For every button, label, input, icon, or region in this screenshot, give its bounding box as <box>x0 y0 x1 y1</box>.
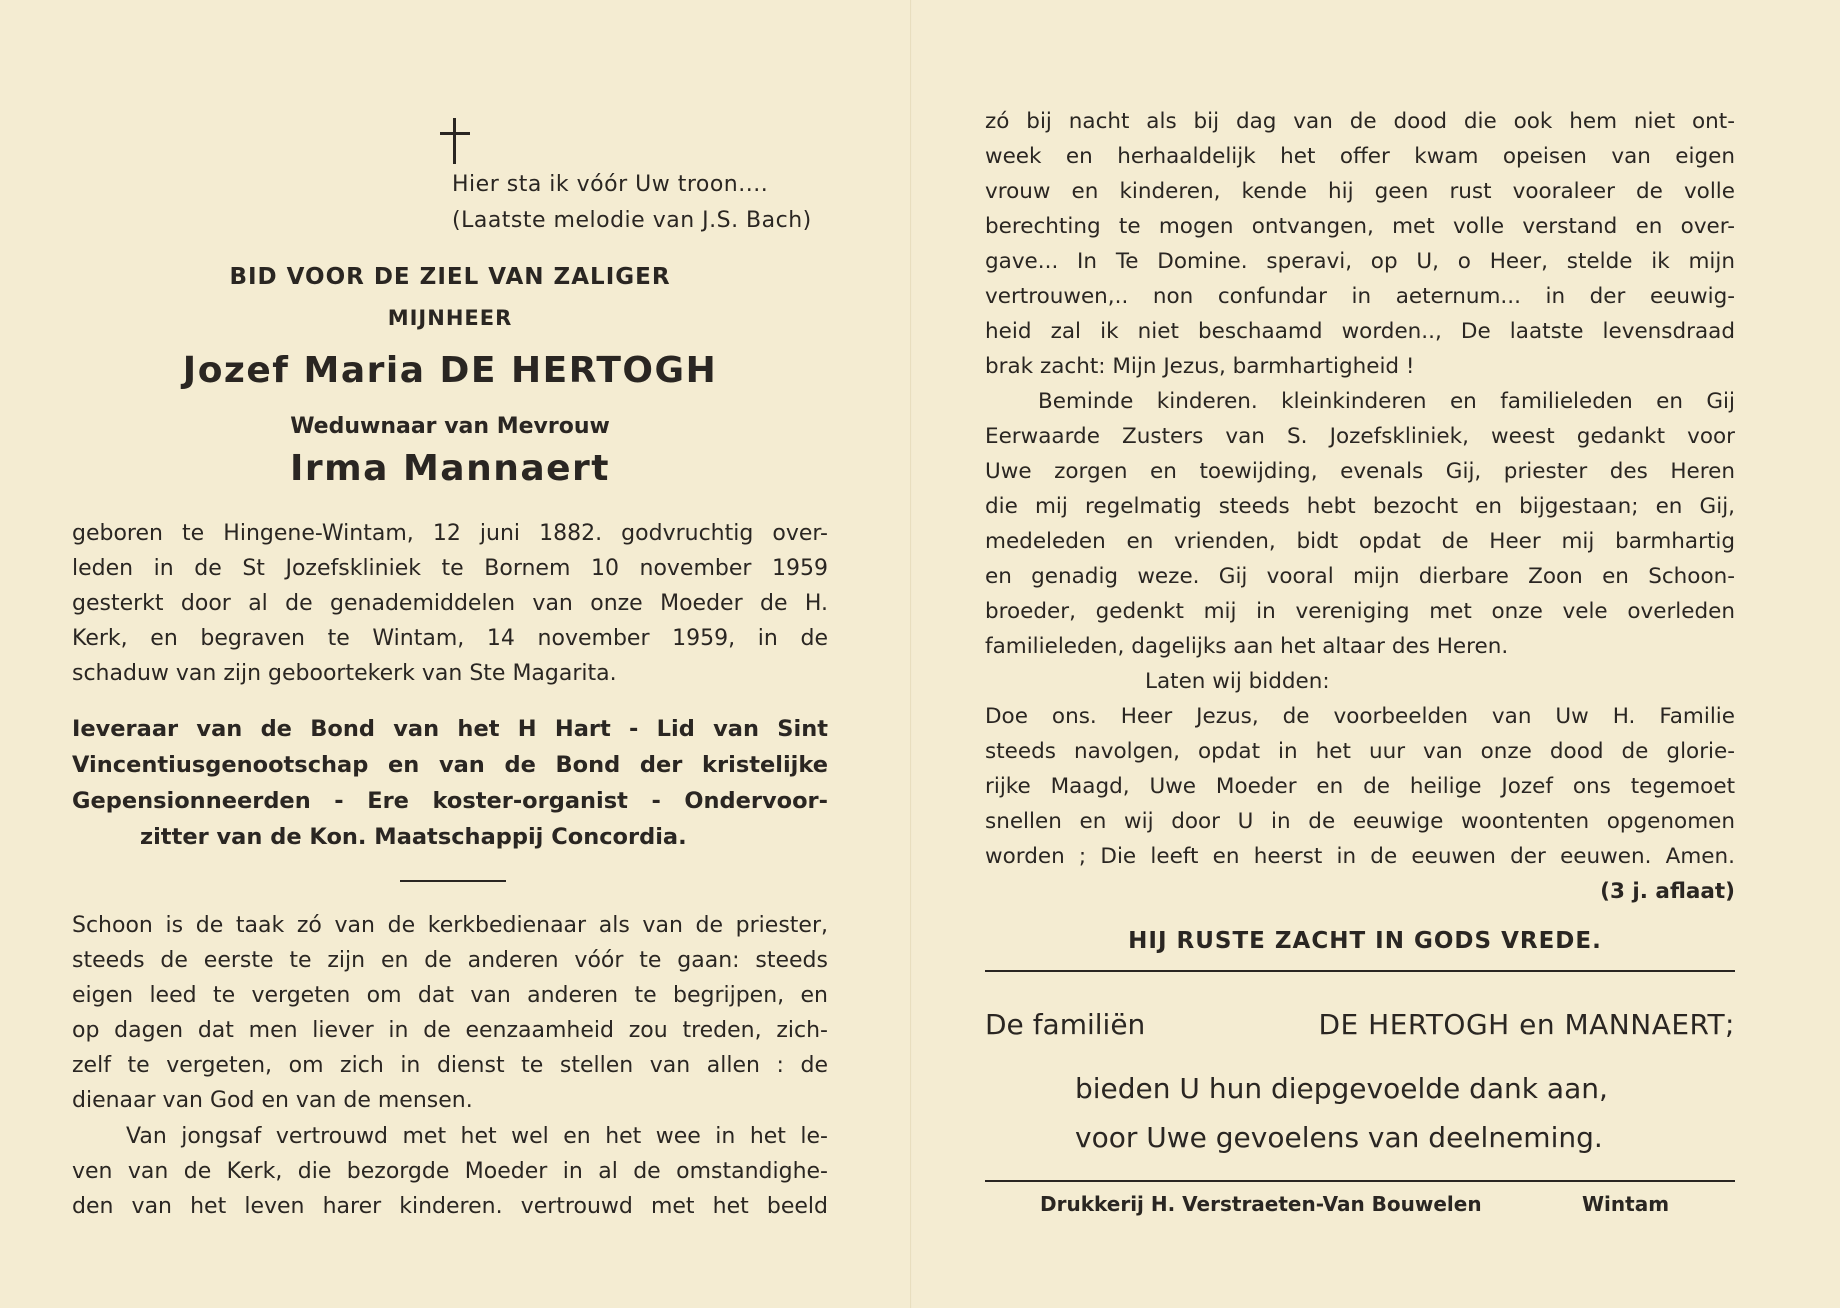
text-line: worden ; Die leeft en heerst in de eeuwen der eeuwen. Amen. <box>985 844 1735 869</box>
text-line: Eerwaarde Zusters van S. Jozefskliniek, weest gedankt voor <box>985 424 1735 449</box>
text-line: rijke Maagd, Uwe Moeder en de heilige Jozef ons tegemoet <box>985 774 1735 799</box>
left-panel <box>70 0 830 1308</box>
text-line: zó bij nacht als bij dag van de dood die ook hem niet ont- <box>985 109 1735 134</box>
spouse-name: Irma Mannaert <box>289 448 611 489</box>
right-panel <box>985 0 1735 1308</box>
bio-line: Kerk, en begraven te Wintam, 14 november 1959, in de <box>72 626 828 651</box>
text-line: die mij regelmatig steeds hebt bezocht en bijgestaan; en Gij, <box>985 494 1735 519</box>
text-line: berechting te mogen ontvangen, met volle verstand en over- <box>985 214 1735 239</box>
quote-line-1: Hier sta ik vóór Uw troon.... <box>452 172 769 197</box>
family-label: De familiën <box>985 1008 1146 1041</box>
roles-line: zitter van de Kon. Maatschappij Concordia. <box>140 824 687 850</box>
text-line: steeds navolgen, opdat in het uur van onze dood de glorie- <box>985 739 1735 764</box>
family-names: DE HERTOGH en MANNAERT; <box>1318 1008 1735 1041</box>
quote-line-2: (Laatste melodie van J.S. Bach) <box>452 208 812 233</box>
rest-in-peace-line: HIJ RUSTE ZACHT IN GODS VREDE. <box>1128 928 1602 954</box>
text-line: op dagen dat men liever in de eenzaamheid zou treden, zich- <box>72 1018 828 1043</box>
cross-icon <box>435 118 475 164</box>
text-line: Uwe zorgen en toewijding, evenals Gij, priester des Heren <box>985 459 1735 484</box>
text-line: Van jongsaf vertrouwd met het wel en het wee in het le- <box>126 1124 828 1149</box>
bio-line: gesterkt door al de genademiddelen van onze Moeder de H. <box>72 591 828 616</box>
text-line: Schoon is de taak zó van de kerkbedienaar als van de priester, <box>72 913 828 938</box>
printer-name: Drukkerij H. Verstraeten-Van Bouwelen <box>1040 1192 1482 1216</box>
text-line: Laten wij bidden: <box>1145 669 1330 694</box>
text-line: eigen leed te vergeten om dat van anderen te begrijpen, en <box>72 983 828 1008</box>
text-line: Beminde kinderen. kleinkinderen en familieleden en Gij <box>1038 389 1735 414</box>
divider-rule <box>985 1180 1735 1182</box>
text-line: brak zacht: Mijn Jezus, barmhartigheid ! <box>985 354 1415 379</box>
bio-line: leden in de St Jozefskliniek te Bornem 10 november 1959 <box>72 556 828 581</box>
text-line: vrouw en kinderen, kende hij geen rust vooraleer de volle <box>985 179 1735 204</box>
widower-of: Weduwnaar van Mevrouw <box>290 414 610 439</box>
text-line: medeleden en vrienden, bidt opdat de Heer mij barmhartig <box>985 529 1735 554</box>
text-line: en genadig weze. Gij vooral mijn dierbare Zoon en Schoon- <box>985 564 1735 589</box>
deceased-name: Jozef Maria DE HERTOGH <box>182 350 718 391</box>
divider-rule <box>985 970 1735 972</box>
pray-line: BID VOOR DE ZIEL VAN ZALIGER <box>229 264 671 290</box>
thanks-line-1: bieden U hun diepgevoelde dank aan, <box>1075 1072 1608 1105</box>
thanks-line-2: voor Uwe gevoelens van deelneming. <box>1075 1121 1603 1154</box>
printer-place: Wintam <box>1582 1192 1670 1216</box>
text-line: broeder, gedenkt mij in vereniging met onze vele overleden <box>985 599 1735 624</box>
text-line: Doe ons. Heer Jezus, de voorbeelden van Uw H. Familie <box>985 704 1735 729</box>
roles-line: Ieveraar van de Bond van het H Hart - Lid van Sint <box>72 716 828 742</box>
title-mijnheer: MIJNHEER <box>387 306 513 330</box>
text-line: heid zal ik niet beschaamd worden.., De laatste levensdraad <box>985 319 1735 344</box>
text-line: vertrouwen,.. non confundar in aeternum... in der eeuwig- <box>985 284 1735 309</box>
text-line: snellen en wij door U in de eeuwige woontenten opgenomen <box>985 809 1735 834</box>
divider-rule <box>400 880 506 882</box>
text-line: ven van de Kerk, die bezorgde Moeder in al de omstandighe- <box>72 1159 828 1184</box>
text-line: steeds de eerste te zijn en de anderen vóór te gaan: steeds <box>72 948 828 973</box>
text-line: familieleden, dagelijks aan het altaar des Heren. <box>985 634 1509 659</box>
card-fold <box>910 0 912 1308</box>
bio-line: geboren te Hingene-Wintam, 12 juni 1882. godvruchtig over- <box>72 521 828 546</box>
bio-line: schaduw van zijn geboortekerk van Ste Magarita. <box>72 661 617 686</box>
text-line: dienaar van God en van de mensen. <box>72 1088 473 1113</box>
text-line: den van het leven harer kinderen. vertrouwd met het beeld <box>72 1194 828 1219</box>
text-line: zelf te vergeten, om zich in dienst te stellen van allen : de <box>72 1053 828 1078</box>
roles-line: Gepensionneerden - Ere koster-organist - Ondervoor- <box>72 788 828 814</box>
indulgence-note: (3 j. aflaat) <box>1600 879 1735 904</box>
roles-line: Vincentiusgenootschap en van de Bond der kristelijke <box>72 752 828 778</box>
text-line: gave... In Te Domine. speravi, op U, o Heer, stelde ik mijn <box>985 249 1735 274</box>
text-line: week en herhaaldelijk het offer kwam opeisen van eigen <box>985 144 1735 169</box>
